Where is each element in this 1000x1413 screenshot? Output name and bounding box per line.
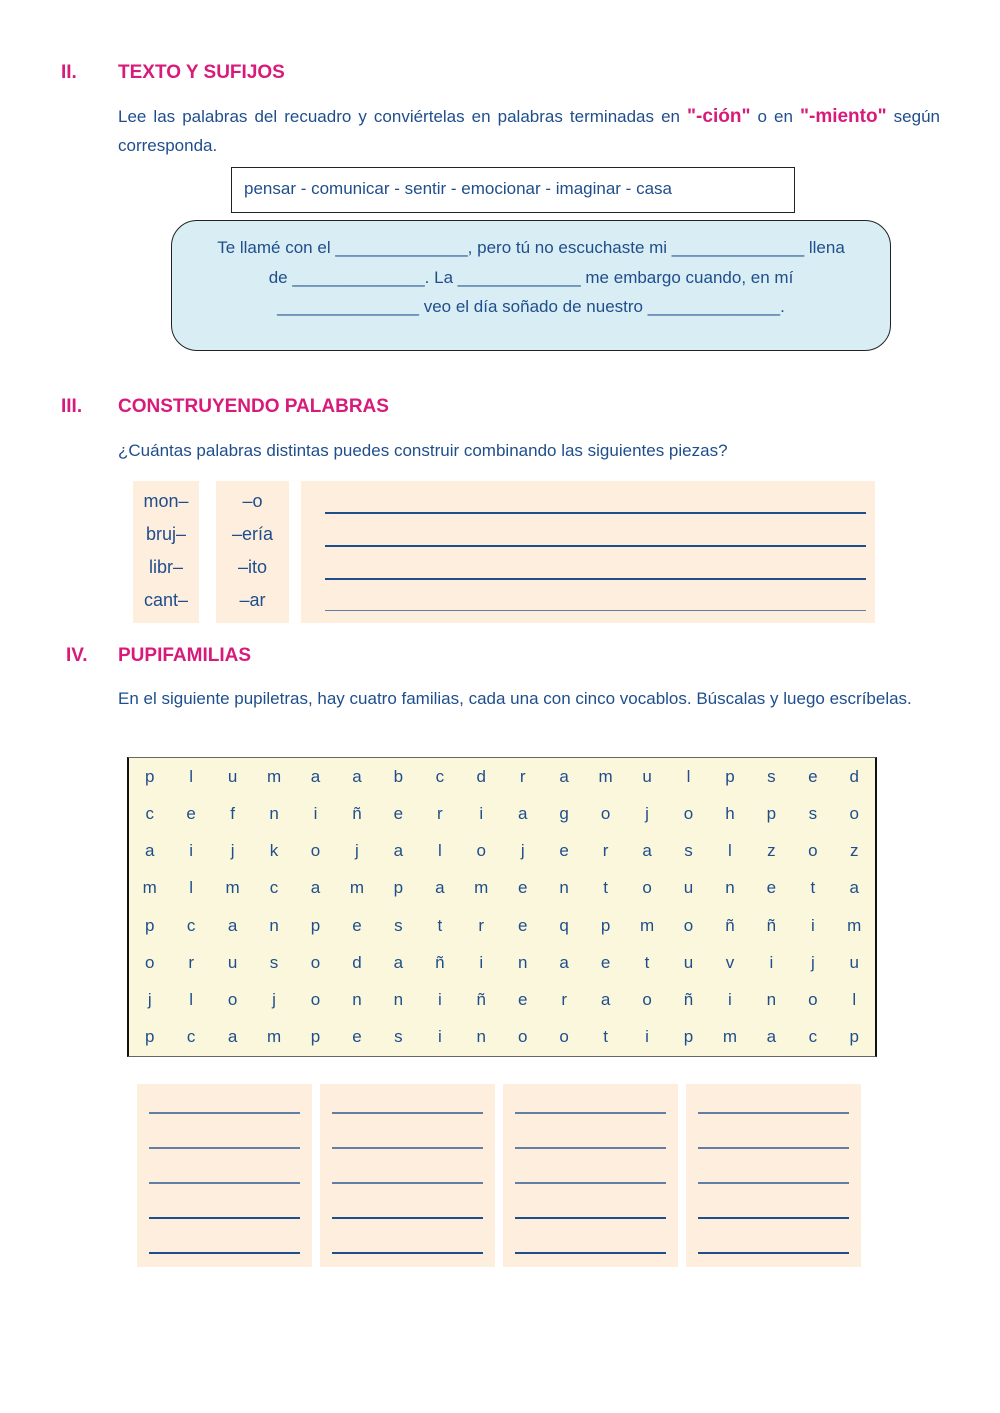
grid-letter[interactable]: i — [313, 803, 318, 823]
grid-letter[interactable]: i — [645, 1027, 649, 1047]
grid-letter[interactable]: a — [393, 952, 404, 972]
grid-letter[interactable]: m — [266, 766, 282, 786]
section-2-instructions — [118, 102, 940, 160]
grid-letter[interactable]: ñ — [725, 915, 735, 935]
instr-part-a: Lee las palabras del recuadro y conviértelas en palabras terminadas en — [118, 107, 688, 126]
grid-letter[interactable]: t — [603, 878, 608, 898]
grid-letter[interactable]: ñ — [352, 803, 362, 823]
grid-letter[interactable]: l — [189, 766, 194, 786]
root-piece: mon– — [143, 491, 189, 511]
grid-letter[interactable]: a — [559, 766, 569, 786]
root-piece: bruj– — [145, 524, 187, 544]
grid-letter[interactable]: l — [686, 766, 691, 786]
grid-letter[interactable]: q — [559, 915, 569, 935]
grid-letter[interactable]: g — [559, 803, 569, 823]
section-3-title: CONSTRUYENDO PALABRAS — [118, 396, 389, 417]
grid-letter[interactable]: c — [269, 878, 279, 898]
grid-letter[interactable]: k — [269, 841, 279, 861]
grid-letter[interactable]: u — [642, 766, 652, 786]
grid-letter[interactable]: a — [227, 1027, 238, 1047]
grid-letter[interactable]: i — [810, 915, 815, 935]
grid-letter[interactable]: m — [474, 878, 489, 898]
grid-letter[interactable]: e — [766, 878, 777, 898]
grid-letter[interactable]: c — [186, 1027, 196, 1047]
grid-letter[interactable]: t — [437, 915, 443, 935]
grid-letter[interactable]: i — [437, 1027, 442, 1047]
grid-letter[interactable]: m — [598, 766, 613, 786]
grid-letter[interactable]: j — [355, 841, 359, 861]
grid-letter[interactable]: i — [728, 990, 732, 1010]
grid-letter[interactable]: u — [227, 766, 238, 786]
grid-letter[interactable]: o — [642, 878, 652, 898]
section-2-title: TEXTO Y SUFIJOS — [118, 62, 285, 83]
grid-letter[interactable]: r — [436, 803, 443, 823]
answer-line[interactable] — [332, 1182, 483, 1184]
grid-letter[interactable]: a — [559, 952, 569, 972]
root-piece: libr– — [148, 557, 183, 577]
grid-letter[interactable]: n — [269, 803, 279, 823]
grid-letter[interactable]: l — [437, 841, 442, 861]
grid-letter[interactable]: n — [352, 990, 362, 1010]
answer-line[interactable] — [149, 1182, 300, 1184]
answer-line[interactable] — [332, 1217, 483, 1219]
grid-letter[interactable]: e — [559, 841, 569, 861]
grid-letter[interactable]: n — [476, 1027, 486, 1047]
answer-line[interactable] — [325, 610, 866, 611]
grid-letter[interactable]: p — [766, 803, 777, 823]
section-3-number: III. — [61, 396, 83, 417]
grid-letter[interactable]: p — [144, 1027, 155, 1047]
grid-letter[interactable]: o — [642, 990, 652, 1010]
grid-letter[interactable]: v — [725, 952, 735, 972]
grid-letter[interactable]: i — [769, 952, 774, 972]
grid-letter[interactable]: j — [810, 952, 815, 972]
answer-line[interactable] — [515, 1252, 666, 1254]
grid-letter[interactable]: o — [600, 803, 611, 823]
grid-letter[interactable]: j — [272, 990, 276, 1010]
answer-line[interactable] — [325, 578, 866, 580]
grid-letter[interactable]: p — [393, 878, 404, 898]
grid-letter[interactable]: e — [600, 952, 611, 972]
grid-letter[interactable]: p — [683, 1027, 694, 1047]
answer-line[interactable] — [698, 1112, 849, 1114]
grid-letter[interactable]: s — [808, 803, 818, 823]
suffix-miento: "-miento" — [799, 106, 887, 127]
grid-letter[interactable]: j — [147, 990, 152, 1010]
root-piece: cant– — [143, 590, 189, 610]
answer-line[interactable] — [332, 1147, 483, 1149]
grid-letter[interactable]: n — [725, 878, 735, 898]
grid-letter[interactable]: i — [437, 990, 442, 1010]
grid-letter[interactable]: d — [352, 952, 362, 972]
answer-line[interactable] — [515, 1112, 666, 1114]
grid-letter[interactable]: z — [850, 841, 859, 861]
grid-letter[interactable]: e — [808, 766, 818, 786]
grid-letter[interactable]: n — [766, 990, 777, 1010]
answer-line[interactable] — [698, 1147, 849, 1149]
answer-line[interactable] — [698, 1252, 849, 1254]
grid-letter[interactable]: l — [189, 990, 194, 1010]
grid-letter[interactable]: s — [394, 915, 403, 935]
grid-letter[interactable]: i — [479, 952, 484, 972]
grid-letter[interactable]: d — [476, 766, 486, 786]
grid-letter[interactable]: l — [852, 990, 857, 1010]
answer-line[interactable] — [149, 1252, 300, 1254]
grid-letter[interactable]: p — [725, 766, 735, 786]
grid-letter[interactable]: e — [393, 803, 404, 823]
grid-letter[interactable]: o — [849, 803, 859, 823]
family-box-4 — [686, 1084, 861, 1267]
suffix-cion: "-ción" — [687, 106, 751, 127]
grid-letter[interactable]: a — [144, 841, 155, 861]
grid-letter[interactable]: a — [600, 990, 611, 1010]
grid-letter[interactable]: e — [352, 915, 362, 935]
text-line-1: Te llamé con el ______________, pero tú no escuchaste mi ______________ llena — [217, 238, 845, 257]
instr-part-b: o en — [750, 107, 800, 126]
grid-letter[interactable]: u — [683, 878, 694, 898]
answer-line[interactable] — [149, 1147, 300, 1149]
grid-letter[interactable]: o — [683, 803, 694, 823]
grid-letter[interactable]: n — [517, 952, 528, 972]
grid-letter[interactable]: a — [766, 1027, 777, 1047]
suffix-piece: –ería — [231, 524, 274, 544]
grid-letter[interactable]: a — [310, 766, 321, 786]
text-line-3: _______________ veo el día soñado de nuestro ______________. — [277, 297, 785, 316]
grid-letter[interactable]: a — [642, 841, 652, 861]
grid-letter[interactable]: t — [644, 952, 650, 972]
section-4-title: PUPIFAMILIAS — [118, 645, 252, 666]
grid-letter[interactable]: e — [517, 990, 528, 1010]
grid-letter[interactable]: j — [230, 841, 235, 861]
suffix-piece: –ito — [237, 557, 268, 577]
grid-letter[interactable]: a — [393, 841, 404, 861]
section-4-number: IV. — [66, 645, 88, 666]
grid-letter[interactable]: r — [519, 766, 526, 786]
grid-letter[interactable]: l — [189, 878, 194, 898]
grid-letter[interactable]: e — [186, 803, 196, 823]
answer-line[interactable] — [325, 545, 866, 547]
answer-line[interactable] — [149, 1217, 300, 1219]
grid-letter[interactable]: p — [144, 766, 155, 786]
grid-letter[interactable]: i — [479, 803, 484, 823]
grid-letter[interactable]: t — [810, 878, 816, 898]
grid-letter[interactable]: o — [227, 990, 238, 1010]
grid-letter[interactable]: i — [189, 841, 194, 861]
family-box-2 — [320, 1084, 495, 1267]
grid-letter[interactable]: d — [849, 766, 859, 786]
grid-letter[interactable]: o — [144, 952, 155, 972]
answer-line[interactable] — [149, 1112, 300, 1114]
grid-letter[interactable]: t — [603, 1027, 608, 1047]
roots-column — [133, 481, 199, 623]
grid-letter[interactable]: z — [767, 841, 776, 861]
grid-letter[interactable]: u — [227, 952, 238, 972]
suffix-piece: –ar — [239, 590, 266, 610]
grid-letter[interactable]: o — [517, 1027, 528, 1047]
grid-letter[interactable]: h — [725, 803, 735, 823]
grid-letter[interactable]: m — [847, 915, 862, 935]
answer-line[interactable] — [515, 1182, 666, 1184]
grid-letter[interactable]: o — [476, 841, 486, 861]
text-line-2: de ______________. La _____________ me embargo cuando, en mí — [268, 267, 794, 287]
grid-letter[interactable]: e — [517, 878, 528, 898]
suffix-piece: –o — [242, 491, 263, 511]
grid-letter[interactable]: f — [230, 803, 235, 823]
grid-letter[interactable]: l — [728, 841, 732, 861]
grid-letter[interactable]: s — [767, 766, 776, 786]
answer-line[interactable] — [325, 512, 866, 514]
grid-letter[interactable]: p — [310, 1027, 321, 1047]
grid-letter[interactable]: m — [225, 878, 240, 898]
grid-letter[interactable]: m — [266, 1027, 282, 1047]
grid-letter[interactable]: o — [683, 915, 694, 935]
grid-letter[interactable]: u — [849, 952, 859, 972]
grid-letter[interactable]: m — [639, 915, 655, 935]
grid-letter[interactable]: j — [520, 841, 525, 861]
grid-letter[interactable]: j — [645, 803, 649, 823]
grid-letter[interactable]: ñ — [683, 990, 694, 1010]
grid-letter[interactable]: o — [808, 841, 818, 861]
family-box-1 — [137, 1084, 312, 1267]
grid-letter[interactable]: a — [352, 766, 362, 786]
grid-letter[interactable]: e — [517, 915, 528, 935]
answer-line[interactable] — [515, 1217, 666, 1219]
grid-letter[interactable]: o — [310, 952, 321, 972]
answer-line[interactable] — [515, 1147, 666, 1149]
family-box-3 — [503, 1084, 678, 1267]
instr-part-c: según corresponda. — [118, 107, 940, 155]
grid-letter[interactable]: m — [142, 878, 157, 898]
grid-letter[interactable]: ñ — [766, 915, 777, 935]
grid-letter[interactable]: r — [561, 990, 567, 1010]
grid-letter[interactable]: c — [435, 766, 445, 786]
grid-letter[interactable]: n — [393, 990, 404, 1010]
grid-letter[interactable]: p — [310, 915, 321, 935]
grid-letter[interactable]: r — [188, 952, 194, 972]
grid-letter[interactable]: o — [808, 990, 818, 1010]
grid-letter[interactable]: a — [435, 878, 445, 898]
grid-letter[interactable]: m — [722, 1027, 738, 1047]
grid-letter[interactable]: s — [394, 1027, 403, 1047]
grid-letter[interactable]: a — [310, 878, 321, 898]
grid-letter[interactable]: p — [600, 915, 611, 935]
section-2-number: II. — [61, 62, 77, 83]
answer-line[interactable] — [698, 1217, 849, 1219]
grid-letter[interactable]: n — [269, 915, 279, 935]
grid-letter[interactable]: b — [393, 766, 404, 786]
grid-letter[interactable]: o — [310, 841, 321, 861]
grid-letter[interactable]: a — [849, 878, 859, 898]
fill-in-text-box — [171, 220, 891, 351]
grid-letter[interactable]: o — [310, 990, 321, 1010]
grid-letter[interactable]: s — [684, 841, 693, 861]
grid-letter[interactable]: p — [849, 1027, 859, 1047]
grid-letter[interactable]: o — [559, 1027, 569, 1047]
grid-letter[interactable]: n — [559, 878, 569, 898]
grid-letter[interactable]: c — [808, 1027, 818, 1047]
grid-letter[interactable]: c — [186, 915, 196, 935]
word-search-grid[interactable] — [127, 757, 877, 1057]
grid-letter[interactable]: r — [478, 915, 485, 935]
grid-letter[interactable]: u — [683, 952, 694, 972]
grid-letter[interactable]: a — [227, 915, 238, 935]
grid-letter[interactable]: e — [352, 1027, 362, 1047]
grid-letter[interactable]: ñ — [435, 952, 445, 972]
answer-lines-box — [301, 481, 875, 623]
section-4-instructions: En el siguiente pupiletras, hay cuatro familias, cada una con cinco vocablos. Búscalas y luego escríbelas. — [118, 689, 912, 708]
answer-line[interactable] — [332, 1112, 483, 1114]
answer-line[interactable] — [698, 1182, 849, 1184]
grid-letter[interactable]: r — [602, 841, 609, 861]
grid-letter[interactable]: c — [145, 803, 154, 823]
grid-letter[interactable]: p — [144, 915, 155, 935]
grid-letter[interactable]: a — [517, 803, 528, 823]
grid-letter[interactable]: s — [269, 952, 279, 972]
grid-letter[interactable]: m — [349, 878, 365, 898]
word-box: pensar - comunicar - sentir - emocionar - imaginar - casa — [231, 167, 795, 213]
section-3-question: ¿Cuántas palabras distintas puedes construir combinando las siguientes piezas? — [118, 441, 728, 460]
grid-letter[interactable]: ñ — [476, 990, 486, 1010]
answer-line[interactable] — [332, 1252, 483, 1254]
suffixes-column — [216, 481, 289, 623]
